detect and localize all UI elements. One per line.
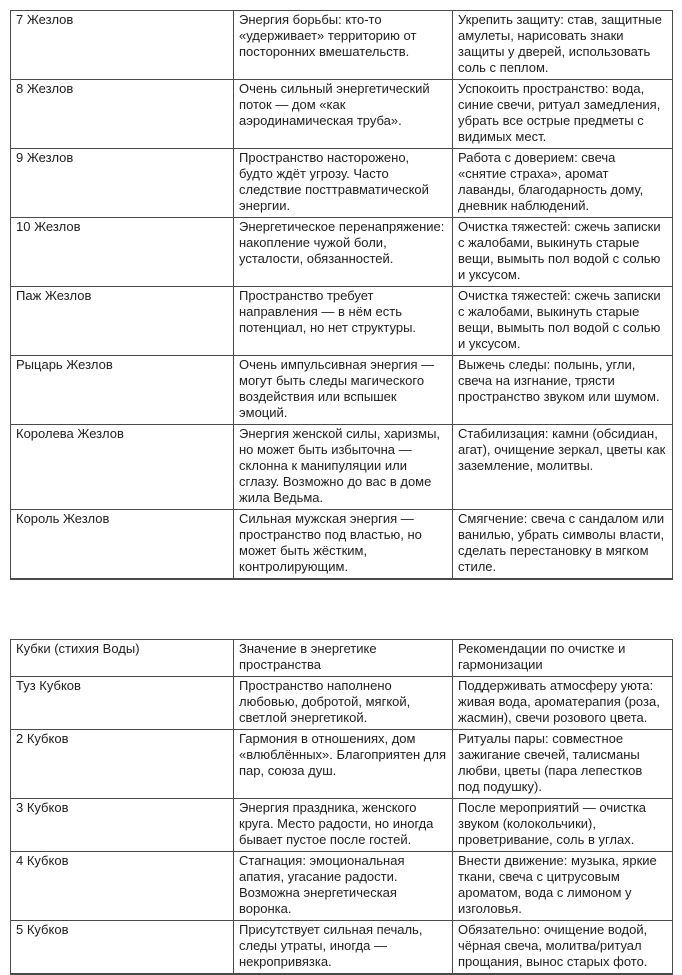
recommendation-cell: Смягчение: свеча с сандалом или ванилью, убрать символы власти, сделать перестановку в мягком стиле. [453, 510, 673, 580]
meaning-cell: Гармония в отношениях, дом «влюблённых». Благоприятен для пар, союза душ. [234, 730, 453, 799]
recommendation-cell: Ритуалы пары: совместное зажигание свечей, талисманы любви, цветы (пара лепестков под подушку). [453, 730, 673, 799]
header-card-cell: Кубки (стихия Воды) [11, 640, 234, 677]
recommendation-cell: Стабилизация: камни (обсидиан, агат), очищение зеркал, цветы как заземление, молитвы. [453, 425, 673, 510]
table-row [11, 921, 673, 975]
recommendation-cell: Работа с доверием: свеча «снятие страха», аромат лаванды, благодарность дому, дневник наблюдений. [453, 149, 673, 218]
card-name-cell: 10 Жезлов [11, 218, 234, 287]
card-name-cell: 5 Кубков [11, 921, 234, 975]
table-row [11, 287, 673, 356]
card-name-cell: 8 Жезлов [11, 80, 234, 149]
table-row [11, 149, 673, 218]
table-row [11, 852, 673, 921]
table-row [11, 799, 673, 852]
recommendation-cell: Очистка тяжестей: сжечь записки с жалобами, выкинуть старые вещи, вымыть пол водой с солью и уксусом. [453, 287, 673, 356]
meaning-cell: Пространство насторожено, будто ждёт угрозу. Часто следствие посттравматической энергии. [234, 149, 453, 218]
table-row [11, 218, 673, 287]
recommendation-cell: Поддерживать атмосферу уюта: живая вода, ароматерапия (роза, жасмин), свечи розового цвета. [453, 677, 673, 730]
meaning-cell: Энергия праздника, женского круга. Место радости, но иногда бывает пустое после гостей. [234, 799, 453, 852]
meaning-cell: Очень импульсивная энергия — могут быть следы магического воздействия или вспышек эмоций. [234, 356, 453, 425]
recommendation-cell: Выжечь следы: полынь, угли, свеча на изгнание, трясти пространство звуком или шумом. [453, 356, 673, 425]
card-name-cell: Паж Жезлов [11, 287, 234, 356]
recommendation-cell: Успокоить пространство: вода, синие свечи, ритуал замедления, убрать все острые предметы с видимых мест. [453, 80, 673, 149]
recommendation-cell: Внести движение: музыка, яркие ткани, свеча с цитрусовым ароматом, вода с лимоном у изголовья. [453, 852, 673, 921]
table-row [11, 510, 673, 580]
cups-table [10, 639, 673, 975]
meaning-cell: Энергия женской силы, харизмы, но может быть избыточна — склонна к манипуляции или сглазу. Возможно до вас в доме жила Ведьма. [234, 425, 453, 510]
card-name-cell: 4 Кубков [11, 852, 234, 921]
card-name-cell: Туз Кубков [11, 677, 234, 730]
card-name-cell: Королева Жезлов [11, 425, 234, 510]
recommendation-cell: Очистка тяжестей: сжечь записки с жалобами, выкинуть старые вещи, вымыть пол водой с солью и уксусом. [453, 218, 673, 287]
table-row [11, 11, 673, 80]
recommendation-cell: Обязательно: очищение водой, чёрная свеча, молитва/ритуал прощания, вынос старых фото. [453, 921, 673, 975]
card-name-cell: Рыцарь Жезлов [11, 356, 234, 425]
card-name-cell: 7 Жезлов [11, 11, 234, 80]
meaning-cell: Энергия борьбы: кто-то «удерживает» территорию от посторонних вмешательств. [234, 11, 453, 80]
wands-table [10, 10, 673, 580]
table-row [11, 677, 673, 730]
header-meaning-cell: Значение в энергетике пространства [234, 640, 453, 677]
header-recommendation-cell: Рекомендации по очистке и гармонизации [453, 640, 673, 677]
recommendation-cell: После мероприятий — очистка звуком (колокольчики), проветривание, соль в углах. [453, 799, 673, 852]
meaning-cell: Очень сильный энергетический поток — дом «как аэродинамическая труба». [234, 80, 453, 149]
table-header-row [11, 640, 673, 677]
card-name-cell: 9 Жезлов [11, 149, 234, 218]
table-row [11, 425, 673, 510]
meaning-cell: Присутствует сильная печаль, следы утраты, иногда — некропривязка. [234, 921, 453, 975]
card-name-cell: 3 Кубков [11, 799, 234, 852]
meaning-cell: Стагнация: эмоциональная апатия, угасание радости. Возможна энергетическая воронка. [234, 852, 453, 921]
table-row [11, 80, 673, 149]
meaning-cell: Пространство наполнено любовью, добротой, мягкой, светлой энергетикой. [234, 677, 453, 730]
meaning-cell: Пространство требует направления — в нём есть потенциал, но нет структуры. [234, 287, 453, 356]
meaning-cell: Сильная мужская энергия — пространство под властью, но может быть жёстким, контролирующим. [234, 510, 453, 580]
card-name-cell: 2 Кубков [11, 730, 234, 799]
card-name-cell: Король Жезлов [11, 510, 234, 580]
table-row [11, 730, 673, 799]
meaning-cell: Энергетическое перенапряжение: накопление чужой боли, усталости, обязанностей. [234, 218, 453, 287]
table-row [11, 356, 673, 425]
recommendation-cell: Укрепить защиту: став, защитные амулеты, нарисовать знаки защиты у дверей, использовать соль с пеплом. [453, 11, 673, 80]
